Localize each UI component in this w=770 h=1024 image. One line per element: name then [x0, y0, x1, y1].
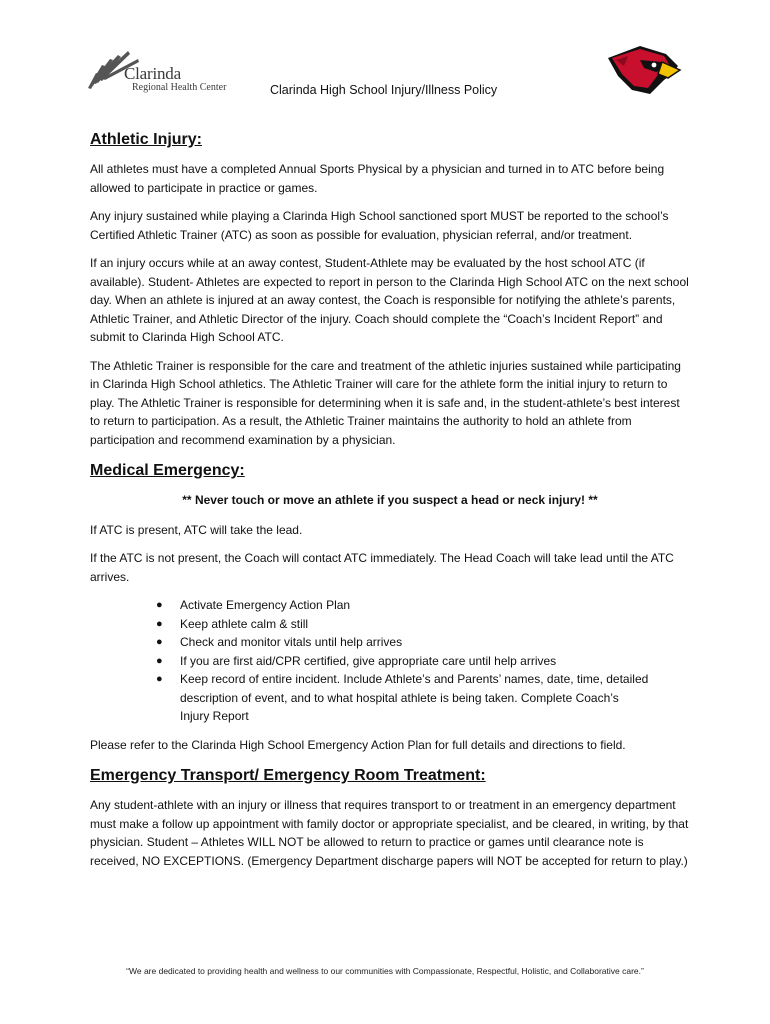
paragraph: Any injury sustained while playing a Clarinda High School sanctioned sport MUST be reported to the school’s Certified Athletic Trainer (ATC) as soon as possible for evaluation, physician referral, and/or treatment.: [90, 209, 669, 242]
paragraph: If an injury occurs while at an away contest, Student-Athlete may be evaluated by the host school ATC (if available). Student- Athletes are expected to report in person to the Clarinda High School ATC on the next school day. When an athlete is injured at an away contest, the Coach is responsible for notifying the athlete’s parents, Athletic Trainer, and Athletic Director of the injury. Coach should complete the “Coach’s Incident Report” and submit to Clarinda High School ATC.: [90, 256, 689, 344]
paragraph: If the ATC is not present, the Coach will contact ATC immediately. The Head Coach will take lead until the ATC arrives.: [90, 551, 674, 584]
document-body: [90, 130, 690, 880]
footer-quote: “We are dedicated to providing health and wellness to our communities with Compassionate, Respectful, Holistic, and Collaborative care.”: [126, 966, 644, 976]
emergency-steps-list: [90, 596, 690, 726]
cardinal-head-logo: [606, 44, 682, 100]
section-heading-emergency-transport: Emergency Transport/ Emergency Room Treatment:: [90, 767, 486, 784]
list-item: ● Keep athlete calm & still: [180, 615, 690, 634]
logo-subtitle: Regional Health Center: [132, 82, 227, 93]
document-header-title: Clarinda High School Injury/Illness Policy: [270, 83, 498, 97]
section-heading-athletic-injury: Athletic Injury:: [90, 131, 203, 148]
paragraph: Please refer to the Clarinda High School Emergency Action Plan for full details and directions to field.: [90, 737, 626, 752]
paragraph: Any student-athlete with an injury or illness that requires transport to or treatment in an emergency department must make a follow up appointment with family doctor or appropriate specialist, and be cleared, in writing, by that physician. Student – Athletes WILL NOT be allowed to return to practice or games until clearance note is received, NO EXCEPTIONS. (Emergency Department discharge papers will NOT be accepted for return to play.): [90, 798, 689, 868]
list-item: ● If you are first aid/CPR certified, give appropriate care until help arrives: [180, 652, 690, 671]
paragraph: The Athletic Trainer is responsible for the care and treatment of the athletic injuries sustained while participating in Clarinda High School athletics. The Athletic Trainer will care for the athlete form the initial injury to return to play. The Athletic Trainer is responsible for determining when it is safe and, in the student-athlete’s best interest to return to participation. As a result, the Athletic Trainer maintains the authority to hold an athlete from participation and recommend examination by a physician.: [90, 358, 681, 447]
paragraph: All athletes must have a completed Annual Sports Physical by a physician and turned in to ATC before being allowed to participate in practice or games.: [90, 162, 665, 195]
warning-text: ** Never touch or move an athlete if you suspect a head or neck injury! **: [182, 493, 598, 507]
list-item: ● Check and monitor vitals until help arrives: [180, 633, 690, 652]
paragraph: If ATC is present, ATC will take the lead.: [90, 522, 303, 537]
list-item: ● Keep record of entire incident. Include Athlete’s and Parents’ names, date, time, detailed description of event, and to what hospital athlete is being taken. Complete Coach’s Injury Report: [180, 670, 650, 726]
list-item: ● Activate Emergency Action Plan: [180, 596, 690, 615]
clarinda-rhc-logo: [88, 45, 233, 95]
logo-name: Clarinda: [124, 64, 181, 83]
section-heading-medical-emergency: Medical Emergency:: [90, 462, 245, 479]
